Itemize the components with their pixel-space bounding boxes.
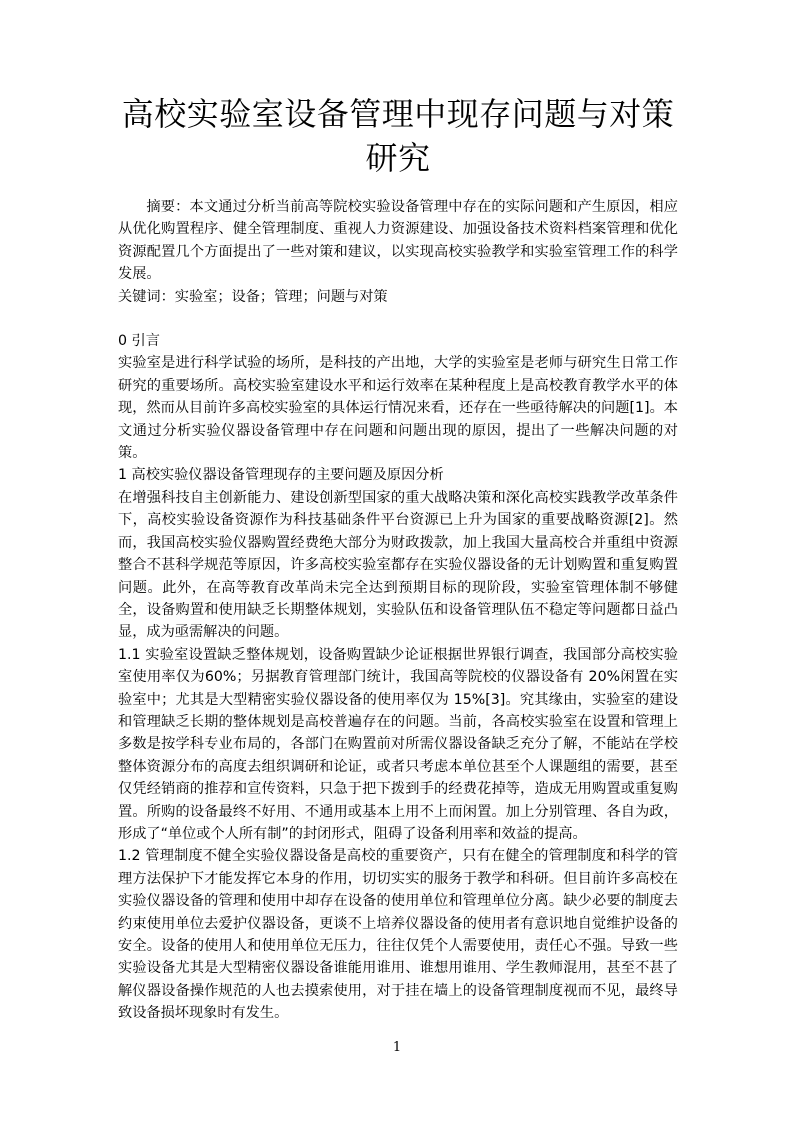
document-title: 高校实验室设备管理中现存问题与对策研究 — [121, 95, 675, 177]
abstract-paragraph: 摘要：本文通过分析当前高等院校实验设备管理中存在的实际问题和产生原因，相应从优化购置程序、健全管理制度、重视人力资源建设、加强设备技术资料档案管理和优化资源配置几个方面提出了一些对策和建议，以实现高校实验教学和实验室管理工作的科学发展。 — [118, 199, 678, 283]
section1-2-paragraph: 1.2 管理制度不健全实验仪器设备是高校的重要资产，只有在健全的管理制度和科学的管理方法保护下才能发挥它本身的作用，切切实实的服务于教学和科研。但目前许多高校在实验仪器设备的管理和使用中却存在设备的使用单位和管理单位分离。缺少必要的制度去约束使用单位去爱护仪器设备，更谈不上培养仪器设备的使用者有意识地自觉维护设备的安全。设备的使用人和使用单位无压力，往往仅凭个人需要使用，责任心不强。导致一些实验设备尤其是大型精密仪器设备谁能用谁用、谁想用谁用、学生教师混用，甚至不甚了解仪器设备操作规范的人也去摸索使用，对于挂在墙上的设备管理制度视而不见，最终导致设备损坏现象时有发生。 — [118, 848, 678, 1022]
document-page — [118, 92, 678, 1025]
intro-heading: 0 引言 — [118, 333, 160, 350]
section1-heading: 1 高校实验仪器设备管理现存的主要问题及原因分析 — [118, 467, 444, 484]
section-gap — [118, 308, 678, 330]
section1-paragraph: 在增强科技自主创新能力、建设创新型国家的重大战略决策和深化高校实践教学改革条件下，高校实验设备资源作为科技基础条件平台资源已上升为国家的重要战略资源[2]。然而，我国高校实验仪器购置经费绝大部分为财政拨款，加上我国大量高校合并重组中资源整合不甚科学规范等原因，许多高校实验室都存在实验仪器设备的无计划购置和重复购置问题。此外，在高等教育改革尚未完全达到预期目标的现阶段，实验室管理体制不够健全，设备购置和使用缺乏长期整体规划，实验队伍和设备管理队伍不稳定等问题都日益凸显，成为亟需解决的问题。 — [118, 489, 678, 641]
intro-paragraph: 实验室是进行科学试验的场所，是科技的产出地，大学的实验室是老师与研究生日常工作研究的重要场所。高校实验室建设水平和运行效率在某种程度上是高校教育教学水平的体现，然而从目前许多高校实验室的具体运行情况来看，还存在一些亟待解决的问题[1]。本文通过分析实验仪器设备管理中存在问题和问题出现的原因，提出了一些解决问题的对策。 — [118, 355, 678, 462]
keywords-line: 关键词：实验室；设备；管理；问题与对策 — [118, 288, 388, 305]
page-number: 1 — [392, 1040, 402, 1055]
section1-1-paragraph: 1.1 实验室设置缺乏整体规划，设备购置缺少论证根据世界银行调查，我国部分高校实验室使用率仅为60%；另据教育管理部门统计，我国高等院校的仪器设备有 20%闲置在实验室中；尤其是大型精密实验仪器设备的使用率仅为 15%[3]。究其缘由，实验室的建设和管理缺乏长期的整体规划是高校普遍存在的问题。当前，各高校实验室在设置和管理上多数是按学科专业布局的，各部门在购置前对所需仪器设备缺乏充分了解，不能站在学校整体资源分布的高度去组织调研和论证，或者只考虑本单位甚至个人课题组的需要，甚至仅凭经销商的推荐和宣传资料，只急于把下拨到手的经费花掉等，造成无用购置或重复购置。所购的设备最终不好用、不通用或基本上用不上而闲置。加上分别管理、各自为政，形成了“单位或个人所有制”的封闭形式，阻碍了设备利用率和效益的提高。 — [118, 646, 678, 842]
